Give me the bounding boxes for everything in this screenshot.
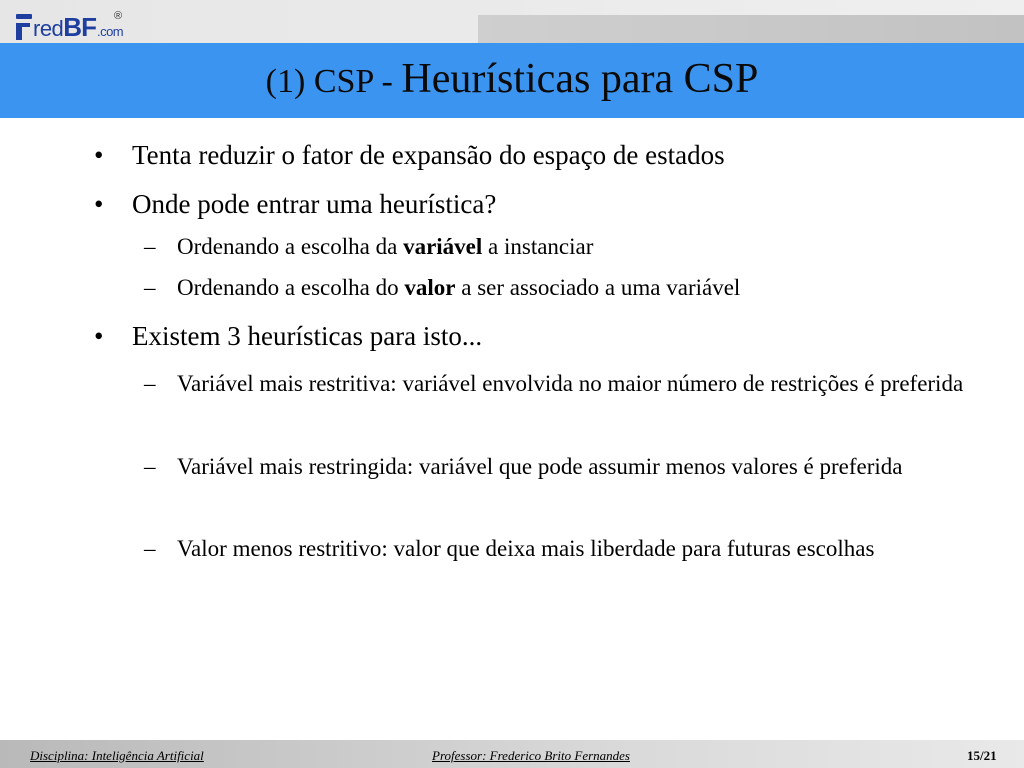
top-bar-accent	[478, 15, 1024, 43]
footer-professor: Professor: Frederico Brito Fernandes	[432, 748, 630, 763]
fredbf-logo	[16, 6, 123, 40]
sub-bullet-text: Variável mais restritiva: variável envolvida no maior número de restrições é preferida	[177, 371, 964, 396]
sub-bullet-text	[177, 228, 977, 265]
sub-bullet-marker: –	[144, 536, 156, 561]
sub-bullet-text-part: Ordenando a escolha da	[177, 234, 404, 259]
logo-text-prefix: red	[33, 16, 64, 41]
sub-bullet-marker: –	[144, 454, 156, 479]
slide-title-prefix: (1) CSP -	[265, 63, 402, 100]
sub-bullet-text-part: Ordenando a escolha do	[177, 275, 405, 300]
logo-text-main: BF	[63, 12, 96, 42]
bullet-marker: •	[94, 189, 104, 219]
page-number: 15/21	[967, 748, 997, 763]
footer-course: Disciplina: Inteligência Artificial	[30, 748, 204, 763]
bullet-text: Tenta reduzir o fator de expansão do espaço de estados	[132, 140, 725, 170]
fredbf-f-icon	[16, 10, 32, 40]
slide-title-main: Heurísticas para CSP	[401, 56, 759, 102]
bullet-text: Existem 3 heurísticas para isto...	[132, 321, 483, 351]
sub-bullet-text	[177, 269, 977, 306]
bullet-marker: •	[94, 140, 104, 170]
bullet-marker: •	[94, 321, 104, 351]
slide-title	[0, 58, 1024, 100]
logo-text	[33, 14, 123, 40]
sub-bullet-text: Variável mais restringida: variável que pode assumir menos valores é preferida	[177, 454, 903, 479]
top-bar	[0, 0, 1024, 43]
sub-bullet-bold: valor	[404, 275, 456, 300]
sub-bullet-marker: –	[144, 371, 156, 396]
registered-mark: ®	[114, 10, 123, 22]
bullet-text: Onde pode entrar uma heurística?	[132, 189, 497, 219]
sub-bullet-marker: –	[144, 275, 156, 300]
sub-bullet-marker: –	[144, 234, 156, 259]
footer-bar	[0, 740, 1024, 768]
sub-bullet-text-part: a ser associado a uma variável	[455, 275, 741, 300]
sub-bullet-bold: variável	[403, 234, 483, 259]
logo-text-suffix: .com	[96, 24, 124, 39]
sub-bullet-text-part: a instanciar	[482, 234, 594, 259]
sub-bullet-text: Valor menos restritivo: valor que deixa mais liberdade para futuras escolhas	[177, 536, 875, 561]
